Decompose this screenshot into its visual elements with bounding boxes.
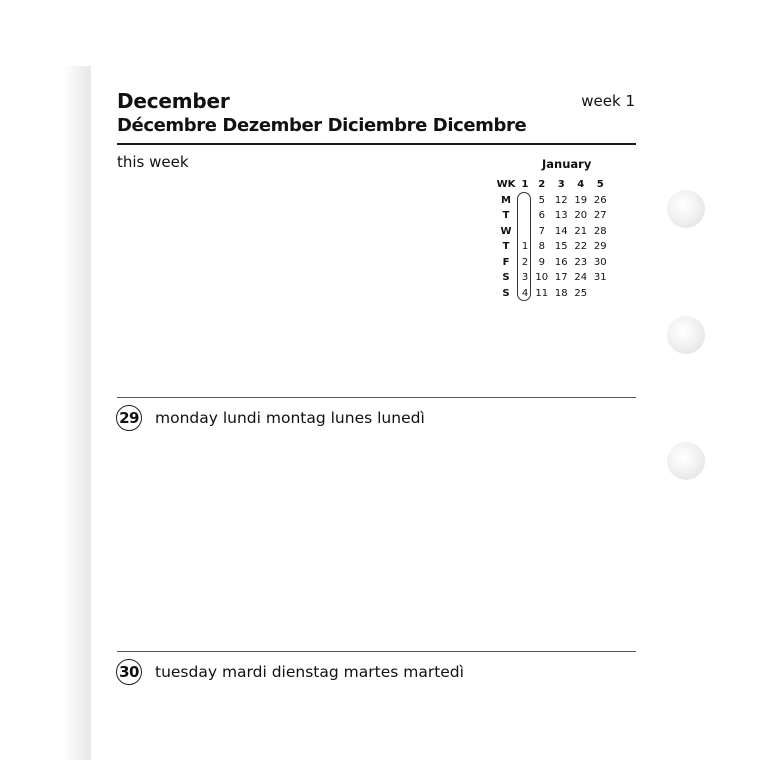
weekday-initial: T [502, 241, 510, 252]
day-divider [117, 651, 636, 652]
calendar-header-cell: 2 [538, 179, 546, 190]
mini-calendar-row [494, 239, 610, 255]
binder-hole [667, 190, 705, 228]
day-row-monday [116, 405, 425, 431]
calendar-date-cell: 4 [521, 287, 529, 299]
header-divider [117, 143, 636, 145]
calendar-date-cell: 22 [574, 241, 588, 252]
calendar-date-cell: 31 [593, 272, 607, 283]
calendar-header-cell: 3 [557, 179, 565, 190]
calendar-date-cell: 17 [554, 272, 568, 283]
calendar-date-cell: 2 [521, 256, 529, 268]
calendar-date-cell: 1 [521, 241, 529, 252]
calendar-date-cell [518, 193, 532, 209]
calendar-date-cell: 23 [574, 256, 588, 268]
calendar-date-cell: 30 [593, 256, 607, 268]
calendar-date-cell: 18 [554, 287, 568, 299]
calendar-date-cell: 5 [538, 194, 545, 206]
mini-calendar-grid [494, 177, 610, 301]
calendar-date-cell: 24 [574, 272, 588, 283]
calendar-date-cell: 28 [593, 225, 607, 237]
calendar-date-cell: 11 [535, 287, 549, 299]
this-week-label: this week [117, 153, 189, 171]
calendar-date-cell [591, 286, 611, 302]
calendar-header-cell: 1 [521, 179, 529, 190]
mini-calendar-row [494, 224, 610, 240]
calendar-date-cell: 8 [538, 241, 545, 252]
calendar-date-cell: 7 [538, 225, 545, 237]
date-circle: 30 [116, 659, 142, 685]
calendar-date-cell [518, 224, 532, 240]
calendar-date-cell: 20 [574, 210, 588, 221]
calendar-header-cell: WK [496, 179, 516, 190]
weekday-initial: F [502, 256, 510, 268]
weekday-initial: W [500, 225, 512, 237]
calendar-date-cell: 9 [538, 256, 545, 268]
calendar-header-cell: 5 [596, 179, 604, 190]
calendar-date-cell: 15 [554, 241, 568, 252]
mini-calendar-row [494, 255, 610, 271]
binder-hole [667, 316, 705, 354]
week-number: week 1 [581, 92, 635, 110]
day-divider [117, 397, 636, 398]
weekday-initial: S [502, 272, 510, 283]
mini-calendar-body [494, 193, 610, 302]
calendar-date-cell: 27 [593, 210, 607, 221]
mini-calendar-header-row [494, 177, 610, 193]
calendar-date-cell: 13 [554, 210, 568, 221]
calendar-header-cell: 4 [577, 179, 585, 190]
mini-calendar-row [494, 193, 610, 209]
day-row-tuesday [116, 659, 464, 685]
mini-calendar-month: January [542, 157, 592, 171]
day-label: tuesday mardi dienstag martes martedì [155, 663, 464, 681]
calendar-date-cell: 25 [574, 287, 588, 299]
calendar-date-cell: 6 [538, 210, 545, 221]
month-title: December [117, 89, 230, 113]
calendar-date-cell: 21 [574, 225, 588, 237]
month-translations: Décembre Dezember Diciembre Dicembre [117, 115, 527, 136]
calendar-date-cell: 16 [554, 256, 568, 268]
calendar-date-cell: 10 [535, 272, 549, 283]
date-circle: 29 [116, 405, 142, 431]
calendar-date-cell: 3 [521, 272, 529, 283]
weekday-initial: S [502, 287, 510, 299]
weekday-initial: T [502, 210, 510, 221]
binder-hole [667, 442, 705, 480]
weekday-initial: M [501, 194, 511, 206]
calendar-date-cell: 19 [574, 194, 588, 206]
day-label: monday lundi montag lunes lunedì [155, 409, 425, 427]
mini-calendar-row [494, 270, 610, 286]
calendar-date-cell [518, 208, 532, 224]
mini-calendar-row [494, 208, 610, 224]
mini-calendar-row [494, 286, 610, 302]
calendar-date-cell: 14 [554, 225, 568, 237]
calendar-date-cell: 26 [593, 194, 607, 206]
calendar-date-cell: 29 [593, 241, 607, 252]
calendar-date-cell: 12 [554, 194, 568, 206]
